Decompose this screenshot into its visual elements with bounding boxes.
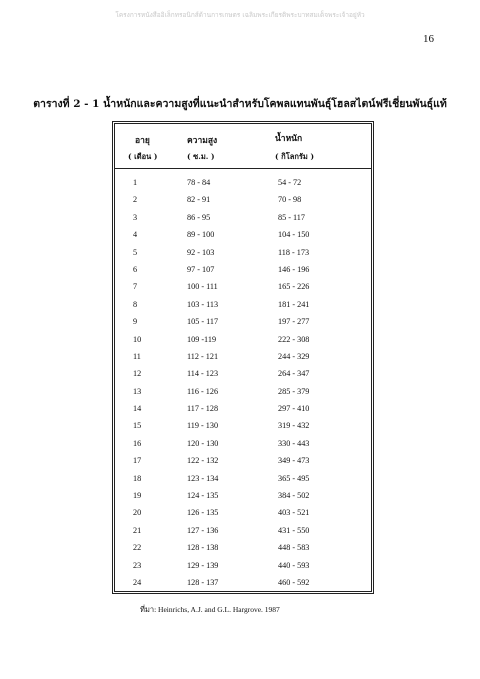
table-row [115, 456, 371, 473]
cell-weight: 104 - 150 [278, 230, 310, 240]
cell-height: 89 - 100 [187, 230, 215, 240]
data-table [112, 121, 374, 594]
table-row [115, 195, 371, 212]
column-unit-weight: ( กิโลกรัม ) [275, 152, 314, 161]
table-row [115, 404, 371, 421]
cell-age: 11 [133, 351, 141, 361]
cell-age: 17 [133, 456, 142, 466]
cell-weight: 365 - 495 [278, 473, 310, 483]
cell-weight: 264 - 347 [278, 369, 310, 379]
cell-height: 128 - 137 [187, 577, 219, 587]
cell-height: 124 - 135 [187, 491, 219, 501]
page-number: 16 [423, 33, 434, 45]
cell-age: 20 [133, 508, 142, 518]
cell-age: 15 [133, 421, 142, 431]
cell-age: 19 [133, 491, 142, 501]
cell-height: 105 - 117 [187, 317, 219, 327]
table-row [115, 282, 371, 299]
cell-weight: 165 - 226 [278, 282, 310, 292]
cell-age: 5 [133, 247, 138, 257]
cell-weight: 330 - 443 [278, 438, 310, 448]
cell-height: 123 - 134 [187, 473, 219, 483]
cell-age: 18 [133, 473, 142, 483]
table-row [115, 543, 371, 560]
cell-weight: 440 - 593 [278, 560, 310, 570]
cell-height: 109 -119 [187, 334, 217, 344]
cell-weight: 384 - 502 [278, 491, 310, 501]
source-citation: ที่มา: Heinrichs, A.J. and G.L. Hargrove. 1987 [140, 605, 280, 614]
cell-height: 122 - 132 [187, 456, 219, 466]
cell-age: 14 [133, 404, 142, 414]
cell-height: 116 - 126 [187, 386, 219, 396]
cell-height: 112 - 121 [187, 351, 219, 361]
table-row [115, 526, 371, 543]
cell-height: 114 - 123 [187, 369, 219, 379]
cell-height: 119 - 130 [187, 421, 219, 431]
table-row [115, 578, 371, 595]
cell-weight: 197 - 277 [278, 317, 310, 327]
cell-age: 7 [133, 282, 138, 292]
cell-weight: 460 - 592 [278, 577, 310, 587]
header-watermark: โครงการหนังสืออิเล็กทรอนิกส์ด้านการเกษตร เฉลิมพระเกียรติพระบาทสมเด็จพระเจ้าอยู่หัว [115, 11, 365, 19]
table-row [115, 213, 371, 230]
cell-age: 6 [133, 264, 138, 274]
cell-age: 8 [133, 299, 138, 309]
cell-weight: 297 - 410 [278, 404, 310, 414]
header-divider [115, 168, 371, 169]
table-row [115, 352, 371, 369]
table-row [115, 265, 371, 282]
cell-age: 24 [133, 577, 142, 587]
cell-height: 100 - 111 [187, 282, 218, 292]
cell-age: 21 [133, 525, 142, 535]
cell-weight: 54 - 72 [278, 178, 302, 187]
cell-height: 103 - 113 [187, 299, 219, 309]
cell-age: 23 [133, 560, 142, 570]
cell-height: 126 - 135 [187, 508, 219, 518]
cell-weight: 118 - 173 [278, 247, 310, 257]
table-row [115, 439, 371, 456]
table-row [115, 317, 371, 334]
table-row [115, 421, 371, 438]
cell-height: 129 - 139 [187, 560, 219, 570]
table-row [115, 387, 371, 404]
table-row [115, 335, 371, 352]
cell-height: 86 - 95 [187, 212, 211, 222]
cell-weight: 319 - 432 [278, 421, 310, 431]
table-row [115, 561, 371, 578]
cell-age: 2 [133, 195, 138, 205]
column-unit-age: ( เดือน ) [128, 152, 158, 161]
cell-height: 92 - 103 [187, 247, 215, 257]
cell-weight: 146 - 196 [278, 264, 310, 274]
column-unit-height: ( ซ.ม. ) [187, 152, 215, 161]
table-row [115, 369, 371, 386]
cell-height: 97 - 107 [187, 264, 215, 274]
column-header-weight: น้ำหนัก [275, 134, 303, 144]
cell-weight: 403 - 521 [278, 508, 310, 518]
cell-age: 10 [133, 334, 142, 344]
cell-height: 128 - 138 [187, 543, 219, 553]
cell-age: 13 [133, 386, 142, 396]
cell-age: 22 [133, 543, 142, 553]
cell-age: 4 [133, 230, 138, 240]
cell-age: 12 [133, 369, 142, 379]
cell-weight: 222 - 308 [278, 334, 310, 344]
cell-height: 120 - 130 [187, 438, 219, 448]
cell-age: 9 [133, 317, 138, 327]
cell-age: 16 [133, 438, 142, 448]
cell-weight: 448 - 583 [278, 543, 310, 553]
table-row [115, 178, 371, 195]
cell-weight: 349 - 473 [278, 456, 310, 466]
cell-weight: 85 - 117 [278, 212, 305, 222]
cell-height: 78 - 84 [187, 178, 211, 187]
table-row [115, 300, 371, 317]
cell-age: 3 [133, 212, 138, 222]
column-header-age: อายุ [135, 136, 150, 146]
cell-weight: 244 - 329 [278, 351, 310, 361]
cell-weight: 181 - 241 [278, 299, 310, 309]
table-row [115, 474, 371, 491]
column-header-height: ความสูง [187, 136, 218, 146]
table-row [115, 491, 371, 508]
table-row [115, 508, 371, 525]
table-row [115, 230, 371, 247]
cell-weight: 285 - 379 [278, 386, 310, 396]
cell-height: 82 - 91 [187, 195, 211, 205]
table-body [115, 178, 371, 595]
cell-height: 117 - 128 [187, 404, 219, 414]
cell-weight: 70 - 98 [278, 195, 302, 205]
cell-age: 1 [133, 178, 138, 187]
table-title: ตารางที่ 2 - 1 น้ำหนักและความสูงที่แนะนำสำหรับโคพลแทนพันธุ์โฮลสไตน์ฟรีเชี่ยนพันธุ์แท้ [33, 98, 447, 110]
cell-height: 127 - 136 [187, 525, 219, 535]
cell-weight: 431 - 550 [278, 525, 310, 535]
table-row [115, 248, 371, 265]
